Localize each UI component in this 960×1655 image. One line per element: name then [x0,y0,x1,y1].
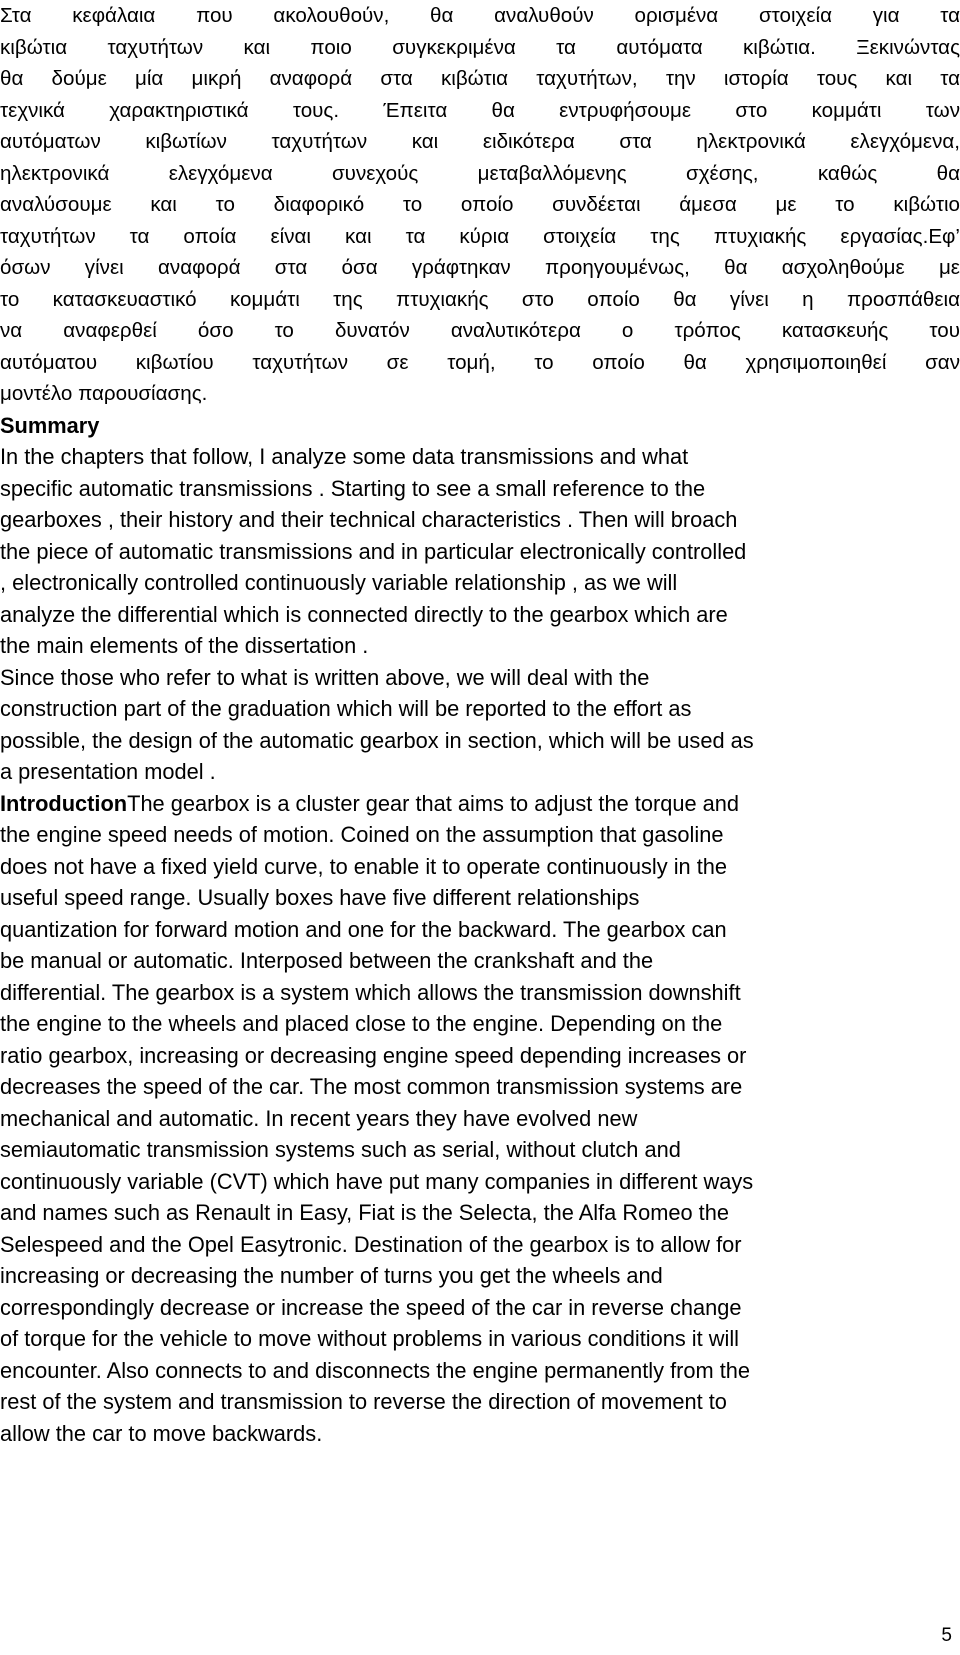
text-line: the engine speed needs of motion. Coined on the assumption that gasoline [0,822,724,847]
text-line: αυτόματου κιβωτίου ταχυτήτων σε τομή, το οποίο θα χρησιμοποιηθεί σαν [0,350,960,374]
text-line: In the chapters that follow, I analyze some data transmissions and what [0,444,689,469]
text-line: Στα κεφάλαια που ακολουθούν, θα αναλυθούν ορισμένα στοιχεία για τα [0,4,960,27]
introduction-heading: Introduction [0,790,128,816]
text-line: να αναφερθεί όσο το δυνατόν αναλυτικότερα ο τρόπος κατασκευής του [0,319,960,342]
text-line: ταχυτήτων τα οποία είναι και τα κύρια στοιχεία της πτυχιακής εργασίας.Εφ’ [0,224,960,248]
text-line: of torque for the vehicle to move without problems in various conditions it will [0,1326,740,1351]
text-line: analyze the differential which is connected directly to the gearbox which are [0,601,728,627]
text-line: mechanical and automatic. In recent years they have evolved new [0,1105,638,1131]
text-line: όσων γίνει αναφορά στα όσα γράφτηκαν προηγουμένως, θα ασχοληθούμε με [0,256,960,279]
introduction-section [0,788,960,1450]
introduction-first-line [0,788,960,820]
summary-section [0,410,960,788]
text-line: increasing or decreasing the number of turns you get the wheels and [0,1263,663,1288]
text-line: correspondingly decrease or increase the speed of the car in reverse change [0,1294,742,1320]
text-line: το κατασκευαστικό κομμάτι της πτυχιακής στο οποίο θα γίνει η προσπάθεια [0,287,960,311]
text-line: differential. The gearbox is a system which allows the transmission downshift [0,979,741,1005]
text-line: τεχνικά χαρακτηριστικά τους. Έπειτα θα εντρυφήσουμε στο κομμάτι των [0,98,960,122]
text-line: θα δούμε μία μικρή αναφορά στα κιβώτια ταχυτήτων, την ιστορία τους και τα [0,67,960,90]
text-line: Selespeed and the Opel Easytronic. Destination of the gearbox is to allow for [0,1231,742,1257]
text-line: encounter. Also connects to and disconnects the engine permanently from the [0,1357,751,1383]
text-line: αυτόματων κιβωτίων ταχυτήτων και ειδικότερα στα ηλεκτρονικά ελεγχόμενα, [0,130,960,153]
text-line: ratio gearbox, increasing or decreasing engine speed depending increases or [0,1042,747,1068]
text-line: the piece of automatic transmissions and in particular electronically controlled [0,538,747,564]
greek-paragraph [0,0,960,410]
text-line: specific automatic transmissions . Starting to see a small reference to the [0,475,706,501]
text-line: gearboxes , their history and their technical characteristics . Then will broach [0,507,738,532]
text-line: ηλεκτρονικά ελεγχόμενα συνεχούς μεταβαλλόμενης σχέσης, καθώς θα [0,161,960,185]
text-line: semiautomatic transmission systems such as serial, without clutch and [0,1137,681,1162]
text-line: , electronically controlled continuously variable relationship , as we will [0,570,678,595]
text-line: the engine to the wheels and placed close to the engine. Depending on the [0,1011,723,1036]
text-line: continuously variable (CVT) which have put many companies in different ways [0,1168,754,1194]
text-line: μοντέλο παρουσίασης. [0,382,208,405]
text-line: quantization for forward motion and one for the backward. The gearbox can [0,916,727,942]
text-line: rest of the system and transmission to reverse the direction of movement to [0,1389,727,1414]
text-line: αναλύσουμε και το διαφορικό το οποίο συνδέεται άμεσα με το κιβώτιο [0,193,960,216]
introduction-first-line-text: The gearbox is a cluster gear that aims to adjust the torque and [127,790,740,816]
text-line: useful speed range. Usually boxes have five different relationships [0,885,640,910]
text-line: Since those who refer to what is written above, we will deal with the [0,664,650,690]
text-line: does not have a fixed yield curve, to enable it to operate continuously in the [0,853,728,879]
text-line: decreases the speed of the car. The most common transmission systems are [0,1074,743,1099]
text-line: a presentation model . [0,759,216,784]
page-number: 5 [941,1625,952,1646]
text-line: κιβώτια ταχυτήτων και ποιο συγκεκριμένα τα αυτόματα κιβώτια. Ξεκινώντας [0,35,960,59]
text-line: construction part of the graduation which will be reported to the effort as [0,696,692,721]
text-line: the main elements of the dissertation . [0,633,369,658]
text-line: allow the car to move backwards. [0,1420,323,1446]
text-line: be manual or automatic. Interposed between the crankshaft and the [0,948,654,973]
text-line: possible, the design of the automatic gearbox in section, which will be used as [0,727,754,753]
summary-heading: Summary [0,412,100,438]
text-line: and names such as Renault in Easy, Fiat is the Selecta, the Alfa Romeo the [0,1200,729,1225]
